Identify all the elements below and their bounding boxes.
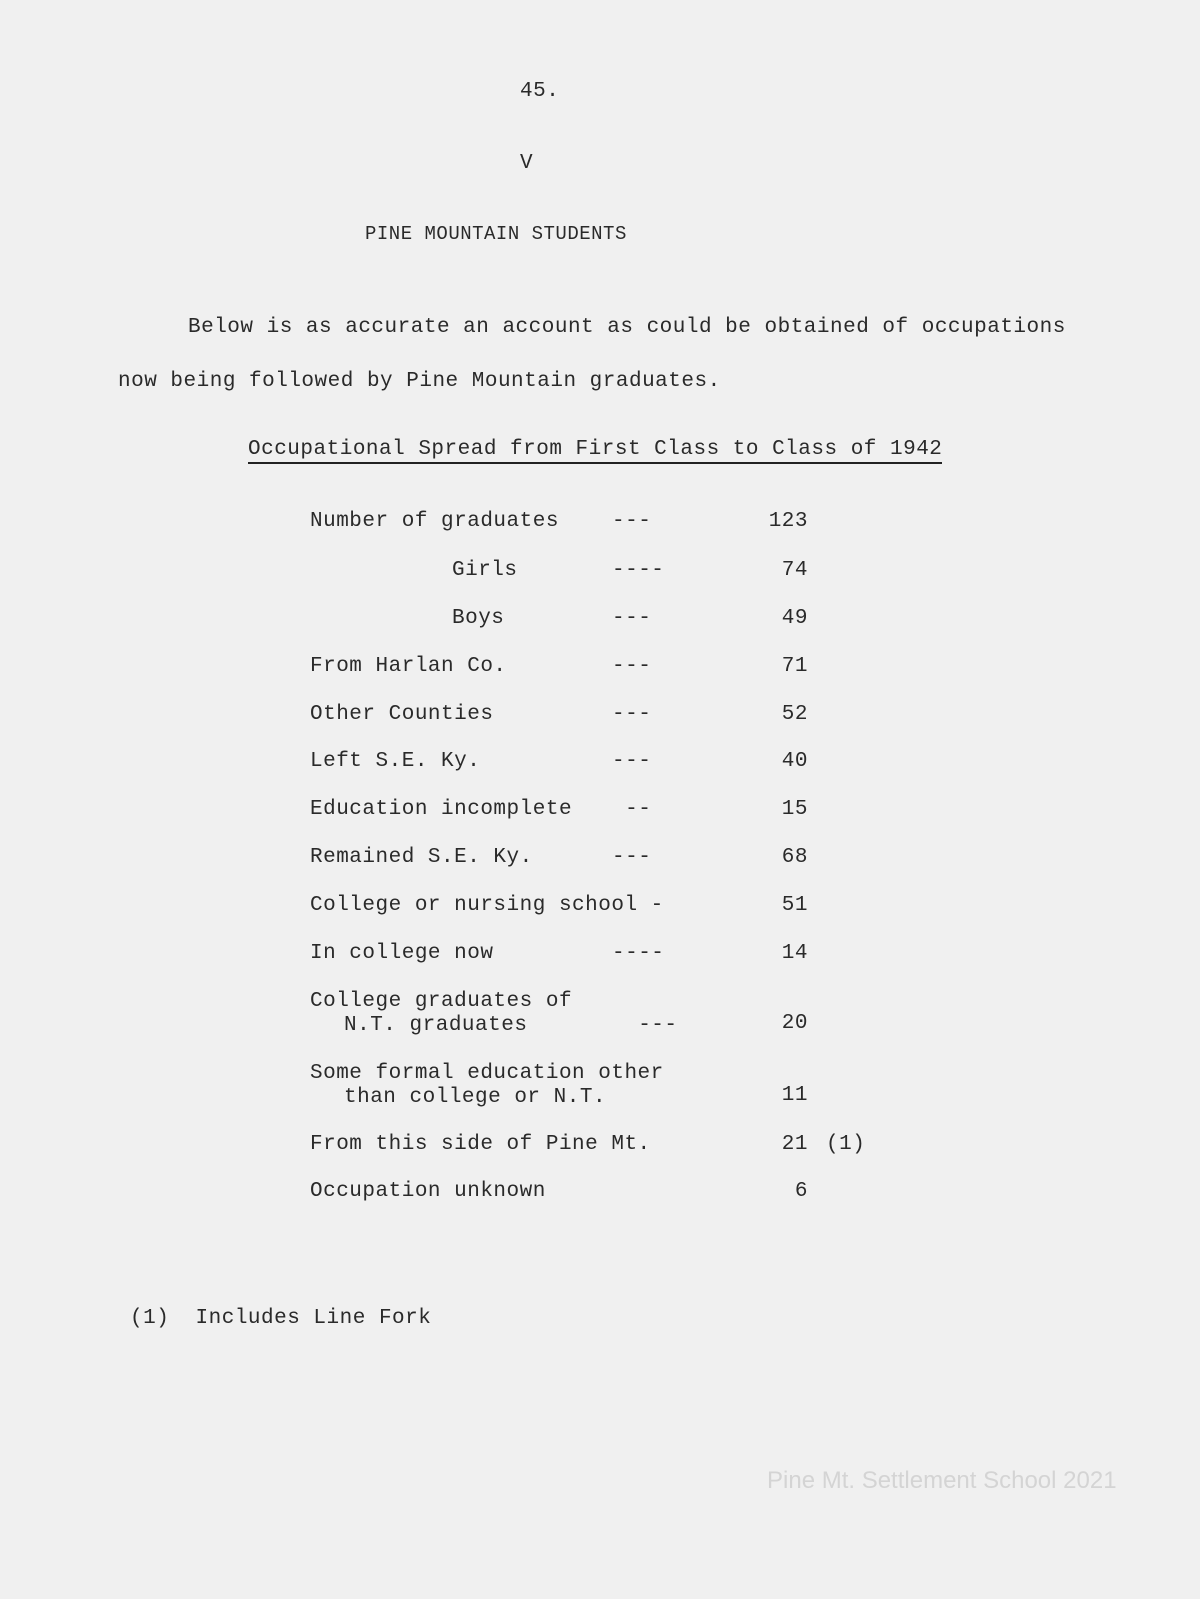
- row-value: 123: [768, 510, 808, 533]
- row-label: Remained S.E. Ky.: [310, 846, 533, 869]
- row-label: Some formal education other: [310, 1062, 664, 1085]
- row-value: 14: [781, 942, 808, 965]
- row-leader: ---: [612, 703, 652, 726]
- table-row: [0, 559, 1200, 589]
- row-value: 49: [781, 607, 808, 630]
- row-label-continued: than college or N.T.: [344, 1086, 607, 1109]
- row-leader: ----: [612, 559, 665, 582]
- row-label: Occupation unknown: [310, 1180, 546, 1203]
- table-row: [0, 990, 1200, 1037]
- footnote-marker: (1): [826, 1133, 866, 1156]
- table-row: [0, 607, 1200, 637]
- row-label: Education incomplete: [310, 798, 573, 821]
- row-label: In college now: [310, 942, 494, 965]
- table-heading: Occupational Spread from First Class to Class of 1942: [248, 438, 942, 464]
- row-label: College graduates of: [310, 990, 573, 1013]
- row-leader: ---: [612, 510, 652, 533]
- table-row: [0, 894, 1200, 924]
- row-leader: ---: [612, 655, 652, 678]
- row-value: 74: [781, 559, 808, 582]
- row-label: Left S.E. Ky.: [310, 750, 481, 773]
- row-label: Boys: [452, 607, 505, 630]
- footnote: (1) Includes Line Fork: [130, 1307, 432, 1330]
- row-leader: --: [612, 798, 652, 821]
- page-number: 45.: [520, 80, 560, 103]
- row-value: 11: [781, 1084, 808, 1107]
- watermark: Pine Mt. Settlement School 2021: [767, 1467, 1117, 1494]
- row-label: Number of graduates: [310, 510, 559, 533]
- row-leader: ---: [612, 750, 652, 773]
- row-label: College or nursing school -: [310, 894, 664, 917]
- row-value: 20: [781, 1012, 808, 1035]
- row-leader: ---: [612, 607, 652, 630]
- row-label: From this side of Pine Mt.: [310, 1133, 651, 1156]
- row-value: 15: [781, 798, 808, 821]
- page-title: PINE MOUNTAIN STUDENTS: [365, 223, 627, 245]
- row-value: 40: [781, 750, 808, 773]
- row-leader: ---: [612, 846, 652, 869]
- table-row: [0, 942, 1200, 972]
- row-value: 52: [781, 703, 808, 726]
- table-row: [0, 1062, 1200, 1109]
- row-leader: ----: [612, 942, 665, 965]
- row-value: 68: [781, 846, 808, 869]
- table-row: [0, 798, 1200, 828]
- table-row: [0, 750, 1200, 780]
- row-value: 71: [781, 655, 808, 678]
- row-label: Other Counties: [310, 703, 494, 726]
- row-value: 51: [781, 894, 808, 917]
- table-row: [0, 1180, 1200, 1210]
- row-label: Girls: [452, 559, 518, 582]
- row-value: 21: [781, 1133, 808, 1156]
- table-row: [0, 1133, 1200, 1163]
- row-value: 6: [794, 1180, 808, 1203]
- table-row: [0, 510, 1200, 540]
- table-row: [0, 703, 1200, 733]
- section-numeral: V: [520, 152, 534, 175]
- table-row: [0, 655, 1200, 685]
- row-label-continued: N.T. graduates: [344, 1014, 528, 1037]
- intro-line-2: now being followed by Pine Mountain graduates.: [118, 370, 721, 393]
- row-leader: ---: [612, 1014, 678, 1037]
- table-row: [0, 846, 1200, 876]
- intro-line-1: Below is as accurate an account as could be obtained of occupations: [188, 316, 1066, 339]
- row-label: From Harlan Co.: [310, 655, 507, 678]
